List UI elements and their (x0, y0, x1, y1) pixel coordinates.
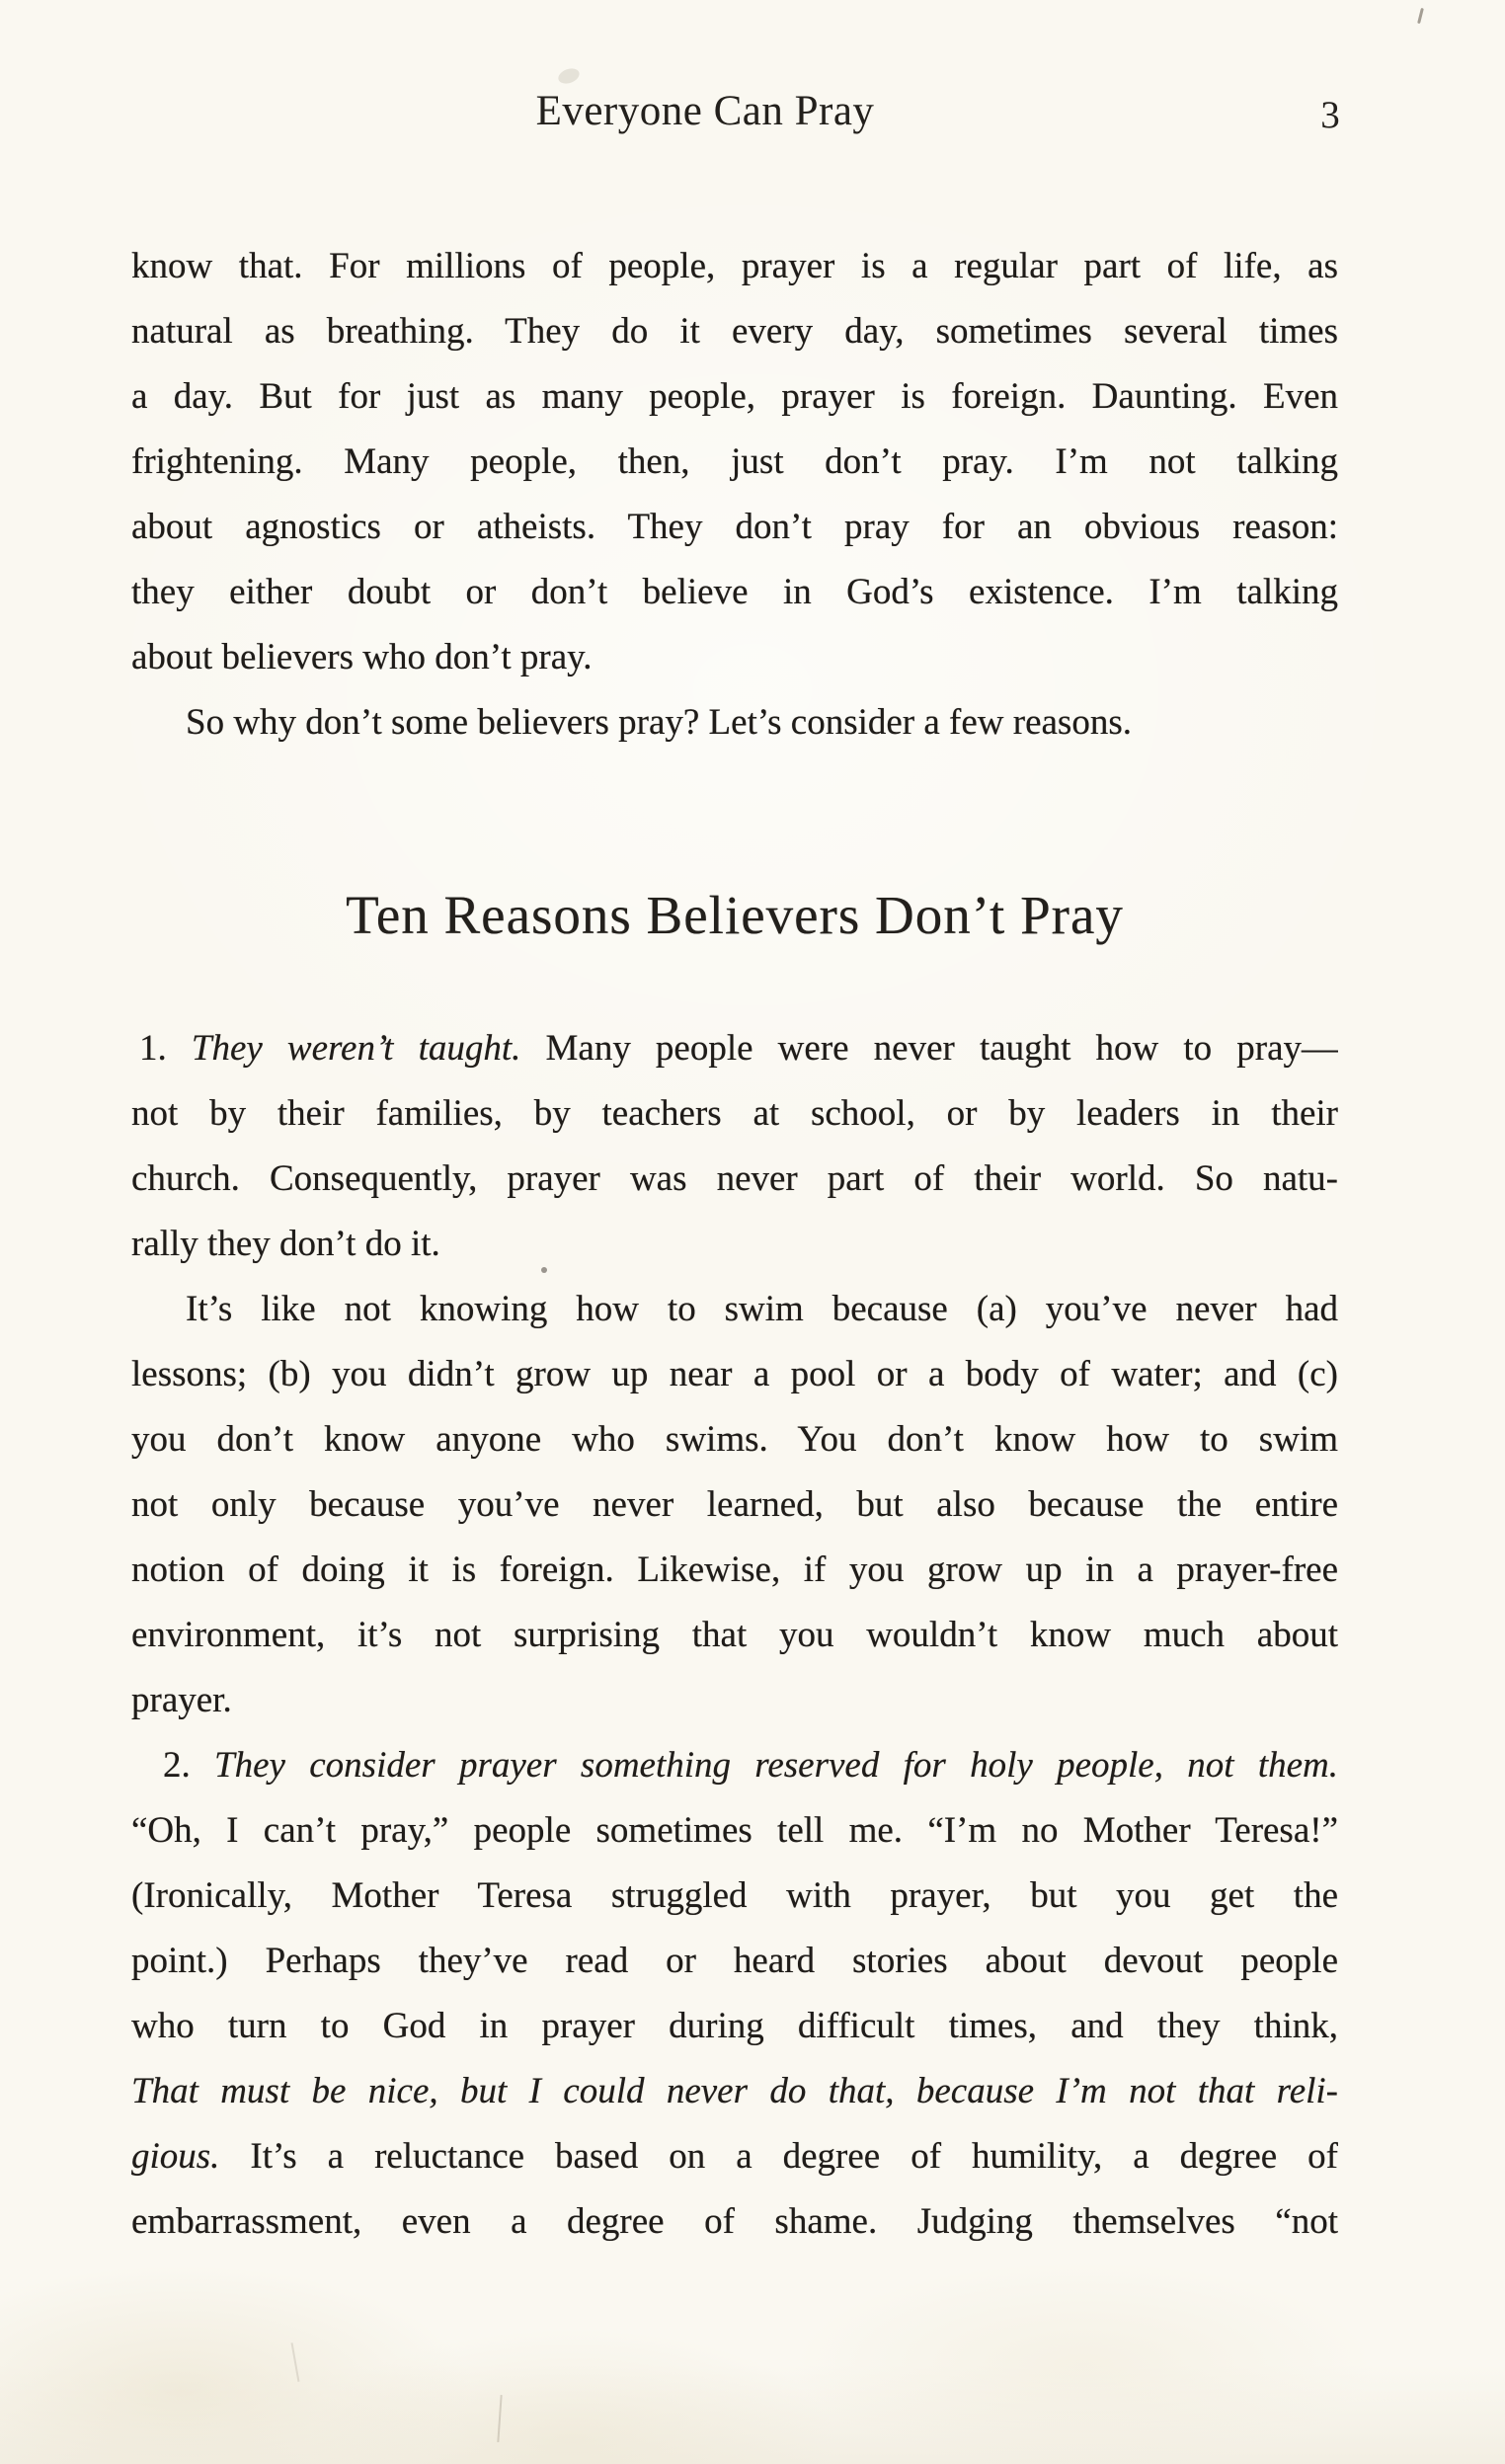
text-segment: point.) Perhaps they’ve read or heard stories about devout people (131, 1941, 1338, 1981)
italic-text: They consider prayer something reserved for holy people, not them. (214, 1745, 1338, 1786)
text-segment: “Oh, I can’t pray,” people sometimes tell me. “I’m no Mother Teresa!” (131, 1810, 1338, 1851)
scan-artifact-hair (291, 2343, 300, 2382)
text-segment: So why don’t some believers pray? Let’s consider a few reasons. (186, 702, 1132, 743)
text-segment: 1. (139, 1028, 192, 1069)
text-segment: notion of doing it is foreign. Likewise, if you grow up in a prayer-free (131, 1550, 1338, 1590)
text-segment: not only because you’ve never learned, but also because the entire (131, 1484, 1338, 1525)
text-block-intro (131, 234, 1338, 755)
text-line (131, 2059, 1338, 2124)
italic-text: gious. (131, 2136, 220, 2177)
text-segment: embarrassment, even a degree of shame. Judging themselves “not (131, 2201, 1338, 2242)
text-segment: they either doubt or don’t believe in God’s existence. I’m talking (131, 572, 1338, 612)
scan-artifact-smudge (556, 66, 581, 87)
text-line (131, 1798, 1338, 1864)
text-line (131, 1407, 1338, 1472)
text-line (131, 1538, 1338, 1603)
text-line (131, 1212, 1338, 1277)
text-line (131, 299, 1338, 364)
text-segment: natural as breathing. They do it every day, sometimes several times (131, 311, 1338, 352)
text-line (131, 364, 1338, 430)
text-line (131, 1733, 1338, 1798)
text-line (131, 2189, 1338, 2255)
running-header-title: Everyone Can Pray (535, 88, 875, 134)
text-segment: frightening. Many people, then, just don’t pray. I’m not talking (131, 441, 1338, 482)
text-block-reasons (131, 1016, 1338, 2255)
text-line (131, 234, 1338, 299)
text-line (131, 1929, 1338, 1994)
text-segment: prayer. (131, 1680, 232, 1720)
text-line (131, 1277, 1338, 1342)
text-segment: not by their families, by teachers at school, or by leaders in their (131, 1093, 1338, 1134)
text-line (131, 1668, 1338, 1733)
text-line (131, 430, 1338, 495)
text-segment: It’s like not knowing how to swim because (a) you’ve never had (186, 1289, 1338, 1329)
text-line (131, 1603, 1338, 1668)
text-line (131, 495, 1338, 560)
text-segment: Many people were never taught how to pray— (520, 1028, 1338, 1069)
page-number: 3 (1320, 94, 1340, 136)
italic-text: They weren’t taught. (191, 1028, 521, 1069)
text-line (131, 2124, 1338, 2189)
text-segment: about believers who don’t pray. (131, 637, 593, 677)
scan-artifact-hair (497, 2395, 502, 2442)
text-line (131, 1147, 1338, 1212)
text-line (131, 1016, 1338, 1081)
text-segment: environment, it’s not surprising that you wouldn’t know much about (131, 1615, 1338, 1655)
text-segment: lessons; (b) you didn’t grow up near a pool or a body of water; and (c) (131, 1354, 1338, 1394)
text-line (131, 1864, 1338, 1929)
text-segment: who turn to God in prayer during difficult times, and they think, (131, 2006, 1338, 2046)
text-segment: you don’t know anyone who swims. You don’t know how to swim (131, 1419, 1338, 1460)
text-segment: know that. For millions of people, prayer is a regular part of life, as (131, 246, 1338, 286)
text-segment: a day. But for just as many people, prayer is foreign. Daunting. Even (131, 376, 1338, 417)
scan-artifact-tick (1417, 8, 1424, 24)
text-line (131, 560, 1338, 625)
text-segment: 2. (163, 1745, 215, 1786)
text-line (131, 1994, 1338, 2059)
text-line (131, 1342, 1338, 1407)
italic-text: That must be nice, but I could never do that, because I’m not that reli- (131, 2071, 1338, 2111)
text-line (131, 1472, 1338, 1538)
text-segment: (Ironically, Mother Teresa struggled with prayer, but you get the (131, 1875, 1338, 1916)
text-segment: It’s a reluctance based on a degree of humility, a degree of (219, 2136, 1338, 2177)
text-segment: rally they don’t do it. (131, 1224, 440, 1264)
section-heading: Ten Reasons Believers Don’t Pray (346, 885, 1124, 945)
scan-artifact-dot (541, 1267, 547, 1273)
text-segment: church. Consequently, prayer was never part of their world. So natu- (131, 1158, 1338, 1199)
text-line (131, 1081, 1338, 1147)
text-line (131, 690, 1338, 755)
text-segment: about agnostics or atheists. They don’t pray for an obvious reason: (131, 507, 1338, 547)
text-line (131, 625, 1338, 690)
